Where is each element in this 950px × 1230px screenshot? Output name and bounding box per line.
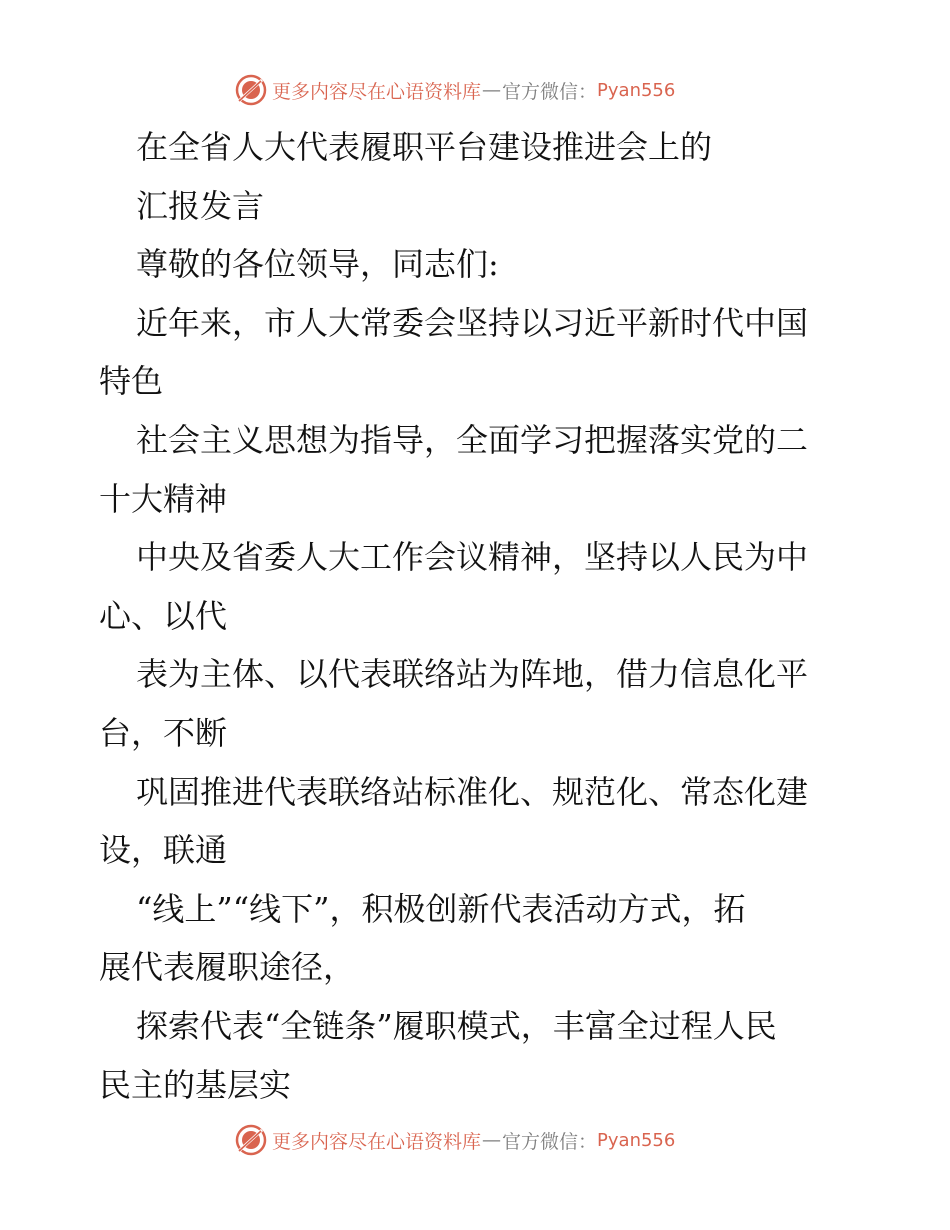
brand-logo-icon xyxy=(234,1123,268,1157)
document-body xyxy=(99,118,859,1114)
watermark-separator: — xyxy=(482,1129,502,1151)
watermark-separator: — xyxy=(482,79,502,101)
brand-logo-icon xyxy=(234,73,268,107)
text-line: 特色 xyxy=(99,362,164,401)
text-line: 心、以代 xyxy=(99,596,228,635)
watermark-id: Pyan556 xyxy=(597,1129,676,1151)
text-line: 汇报发言 xyxy=(136,186,265,225)
text-line: 巩固推进代表联络站标准化、规范化、常态化建 xyxy=(136,772,809,811)
header-watermark xyxy=(234,72,675,108)
text-line: 近年来，市人大常委会坚持以习近平新时代中国 xyxy=(136,303,809,342)
watermark-label: 官方微信： xyxy=(502,80,598,103)
watermark-label: 官方微信： xyxy=(502,1130,598,1153)
watermark-brand: 更多内容尽在心语资料库 xyxy=(272,1130,482,1153)
watermark-brand: 更多内容尽在心语资料库 xyxy=(272,80,482,103)
text-line: 探索代表“全链条”履职模式，丰富全过程人民 xyxy=(136,1006,777,1045)
text-line: 十大精神 xyxy=(99,479,228,518)
text-line: 在全省人大代表履职平台建设推进会上的 xyxy=(136,128,713,166)
text-line: “线上”“线下”，积极创新代表活动方式，拓 xyxy=(136,889,746,928)
text-line: 表为主体、以代表联络站为阵地，借力信息化平 xyxy=(136,655,809,694)
text-line: 社会主义思想为指导，全面学习把握落实党的二 xyxy=(136,420,809,459)
text-line: 设，联通 xyxy=(99,831,228,870)
watermark-id: Pyan556 xyxy=(597,79,676,101)
text-line: 中央及省委人大工作会议精神，坚持以人民为中 xyxy=(136,538,809,577)
text-line: 展代表履职途径， xyxy=(99,948,356,987)
text-line: 台，不断 xyxy=(99,713,228,752)
footer-watermark xyxy=(234,1122,675,1158)
text-line: 民主的基层实 xyxy=(99,1065,292,1104)
text-line: 尊敬的各位领导，同志们: xyxy=(136,245,499,284)
